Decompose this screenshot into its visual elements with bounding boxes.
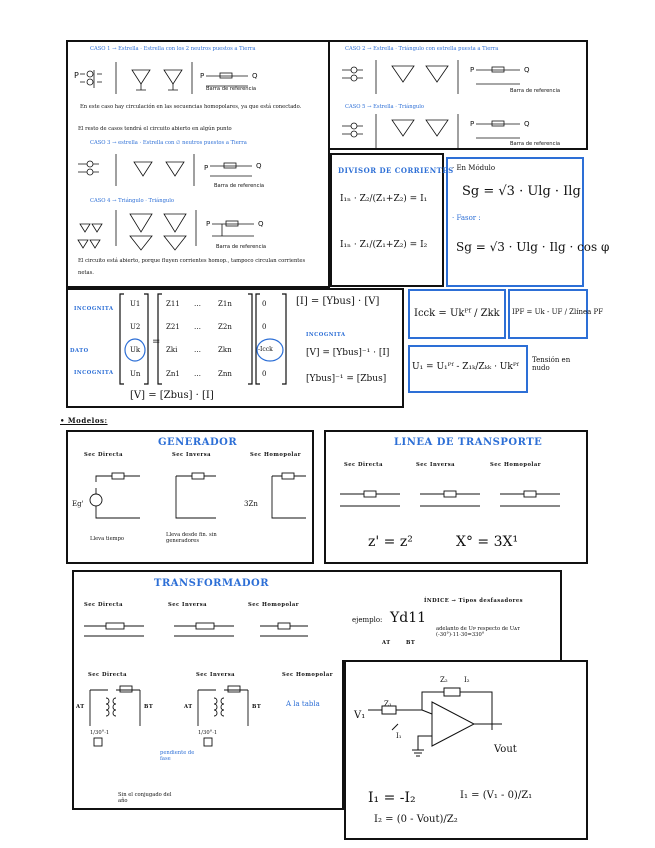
case3-diagram xyxy=(72,206,322,252)
svg-text:Q: Q xyxy=(258,220,264,228)
opamp-circuit xyxy=(352,670,552,758)
matrix-eq-bottom: [V] = [Zbus] · [I] xyxy=(130,390,214,401)
cell-dots-4: … xyxy=(194,370,201,378)
matrix-incog1: INCOGNITA xyxy=(74,306,114,312)
gen-title: GENERADOR xyxy=(158,437,238,448)
opamp-e2: I₁ = (V₁ - 0)/Z₁ xyxy=(460,790,533,801)
matrix-brackets xyxy=(118,292,298,388)
trafo2-at: AT xyxy=(76,704,85,710)
matrix-dato: DATO xyxy=(70,348,89,354)
linea-eq2: X° = 3X¹ xyxy=(456,534,519,550)
case3-title: CASO 4 → Triángulo · Triángulo xyxy=(90,198,175,204)
matrix-incog3: INCOGNITA xyxy=(74,370,114,376)
case2-barra: Barra de referencia xyxy=(214,183,265,189)
opamp-i1: I₁ xyxy=(396,732,402,740)
trafo-indice: ÍNDICE → Tipos desfasadores xyxy=(424,598,524,604)
case1-title: CASO 1 → Estrella · Estrella con los 2 neutros puestos a Tierra xyxy=(90,46,256,52)
opamp-e1: I₁ = -I₂ xyxy=(368,790,416,806)
trafo2-sec-directa: Sec Directa xyxy=(88,672,127,678)
cell-z1n: Z1n xyxy=(218,300,232,308)
trafo-sin-ang: Sin el conjugado del año xyxy=(118,792,172,804)
trafo2-bt: BT xyxy=(144,704,154,710)
vec-u2: U2 xyxy=(130,323,141,331)
icc-f1: Icck = Ukᴾᶠ / Zkk xyxy=(414,308,500,319)
vec-u1: U1 xyxy=(130,300,141,308)
trafo-sec-inversa: Sec Inversa xyxy=(168,602,208,608)
gen-eg: Eg' xyxy=(72,500,84,508)
vec-un: Un xyxy=(130,370,141,378)
case2-title: CASO 3 → estrella · Estrella con ∅ neutros puestos a Tierra xyxy=(90,140,247,146)
cell-zn1: Zn1 xyxy=(166,370,180,378)
svg-text:=: = xyxy=(152,336,161,347)
cell-dots-2: … xyxy=(194,323,201,331)
linea-sec-inversa: Sec Inversa xyxy=(416,462,456,468)
trafo-pend: pendiente de fase xyxy=(160,750,195,762)
gen-note1: Lleva tiempo xyxy=(90,536,125,542)
svg-text:P: P xyxy=(470,66,475,74)
trafo-seq-circuits xyxy=(84,614,324,640)
divisor-f1: I₁ₙ · Z₂/(Z₁+Z₂) = I₁ xyxy=(340,194,428,204)
power-fasor: · Fasor : xyxy=(452,214,481,222)
case1-note: En este caso hay circulación en las secuencias homopolares, ya que está conectado. xyxy=(80,104,302,110)
trafo-ratio1: 1/30°·1 xyxy=(90,730,110,736)
case-end-note2: netas. xyxy=(78,270,94,276)
trafo-bt: BT xyxy=(406,640,416,646)
gen-note2: Lleva desde fin. sin generadores xyxy=(166,532,217,544)
trafo-sec-homopolar: Sec Homopolar xyxy=(248,602,299,608)
case2-diagram xyxy=(72,150,322,190)
matrix-eq1: [I] = [Ybus] · [V] xyxy=(296,296,380,307)
opamp-v1: V₁ xyxy=(354,710,366,721)
svg-text:Q: Q xyxy=(256,162,262,170)
svg-text:Q: Q xyxy=(524,66,530,74)
trafo3-at: AT xyxy=(184,704,193,710)
linea-title: LINEA DE TRANSPORTE xyxy=(394,437,543,448)
case5-title: CASO 5 → Estrella · Triángulo xyxy=(345,104,425,110)
rvec-0c: 0 xyxy=(262,370,267,378)
opamp-e3: I₂ = (0 - Vout)/Z₂ xyxy=(374,814,458,825)
svg-text:Q: Q xyxy=(252,72,258,80)
power-modulo: · En Módulo xyxy=(452,164,496,172)
matrix-eq2: [V] = [Ybus]⁻¹ · [I] xyxy=(306,348,390,358)
gen-circuits xyxy=(76,466,312,530)
power-f-mod: Sg = √3 · Ulg · Ilg xyxy=(462,184,581,199)
cell-z2n: Z2n xyxy=(218,323,232,331)
cell-z11: Z11 xyxy=(166,300,180,308)
trafo3-bt: BT xyxy=(252,704,262,710)
trafo-a-tabla: A la tabla xyxy=(286,700,320,708)
cell-zkn: Zkn xyxy=(218,346,232,354)
trafo2-sec-homopolar: Sec Homopolar xyxy=(282,672,333,678)
opamp-vout: Vout xyxy=(494,744,517,755)
case1-diagram xyxy=(72,58,322,98)
ipf-f2: IPF = Uk - UF / Zlínea PF xyxy=(512,308,604,316)
icc-note: Tensión en nudo xyxy=(532,356,571,372)
linea-eq1: z' = z² xyxy=(368,534,413,550)
power-panel xyxy=(446,157,584,287)
trafo-title: TRANSFORMADOR xyxy=(154,578,270,589)
linea-circuits xyxy=(340,480,580,510)
linea-sec-homopolar: Sec Homopolar xyxy=(490,462,541,468)
cell-dots-3: … xyxy=(194,346,201,354)
modelos-title: • Modelos: xyxy=(60,416,108,425)
vec-uk: Uk xyxy=(130,346,141,354)
trafo-ratio2: 1/30°·1 xyxy=(198,730,218,736)
cell-z21: Z21 xyxy=(166,323,180,331)
cell-znn: Znn xyxy=(218,370,232,378)
svg-text:P: P xyxy=(206,220,211,228)
trafo2-sec-inversa: Sec Inversa xyxy=(196,672,236,678)
svg-text:P: P xyxy=(200,72,205,80)
case5-barra: Barra de referencia xyxy=(510,141,561,147)
trafo-sec-directa: Sec Directa xyxy=(84,602,123,608)
rvec-0a: 0 xyxy=(262,300,267,308)
trafo-code: Yd11 xyxy=(390,610,427,626)
svg-text:P: P xyxy=(470,120,475,128)
cell-dots-1: … xyxy=(194,300,201,308)
svg-text:P: P xyxy=(204,164,209,172)
opamp-i2: I₂ xyxy=(464,676,470,684)
rvec-0b: 0 xyxy=(262,323,267,331)
case1-barra: Barra de referencia xyxy=(206,86,257,92)
linea-sec-directa: Sec Directa xyxy=(344,462,383,468)
case1-note2: El resto de casos tendrá el circuito abierto en algún punto xyxy=(78,126,232,132)
gen-sec-directa: Sec Directa xyxy=(84,452,123,458)
case4-barra: Barra de referencia xyxy=(510,88,561,94)
trafo-desc: adelanto de Uᴘ respecto de Uᴀᴛ (-30°)·11·30=330° xyxy=(436,626,520,638)
case-end-note: El circuito está abierto, porque fluyen corrientes homop., tampoco circulan corrientes xyxy=(78,258,306,264)
opamp-z2: Z₂ xyxy=(440,676,448,684)
u1-f3: U₁ = U₁ᴾᶠ - Z₁ₖ/Zₖₖ · Ukᴾᶠ xyxy=(412,362,519,372)
matrix-incog2: INCOGNITA xyxy=(306,332,346,338)
gen-3zn: 3Zn xyxy=(244,500,258,508)
power-f-fasor: Sg = √3 · Ulg · Ilg · cos φ xyxy=(456,240,610,254)
gen-sec-inversa: Sec Inversa xyxy=(172,452,212,458)
divisor-title: DIVISOR DE CORRIENTES xyxy=(338,166,454,175)
gen-sec-homopolar: Sec Homopolar xyxy=(250,452,301,458)
svg-text:P: P xyxy=(74,71,79,80)
cell-zki: Zki xyxy=(166,346,178,354)
case4-title: CASO 2 → Estrella · Triángulo con estrella puesta a Tierra xyxy=(345,46,499,52)
matrix-eq3: [Ybus]⁻¹ = [Zbus] xyxy=(306,374,387,384)
trafo-ejemplo: ejemplo: xyxy=(352,616,383,624)
rvec-icck: -Icck xyxy=(258,346,273,353)
opamp-z1: Z₁ xyxy=(384,700,392,708)
divisor-f2: I₁ₙ · Z₁/(Z₁+Z₂) = I₂ xyxy=(340,240,428,250)
trafo-ideal-circuits xyxy=(80,684,280,744)
case3-barra: Barra de referencia xyxy=(216,244,267,250)
trafo-at: AT xyxy=(382,640,391,646)
svg-text:Q: Q xyxy=(524,120,530,128)
